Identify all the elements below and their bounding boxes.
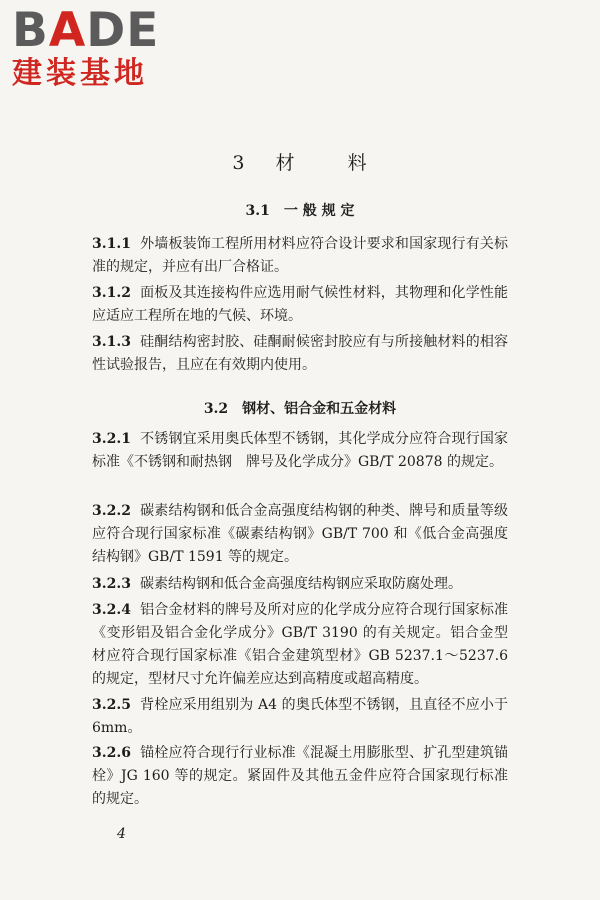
clause-text: 面板及其连接构件应选用耐气候性材料，其物理和化学性能应适应工程所在地的气候、环境。 bbox=[92, 285, 508, 324]
clause-text: 碳素结构钢和低合金高强度结构钢的种类、牌号和质量等级应符合现行国家标准《碳素结构钢》GB/T 700 和《低合金高强度结构钢》GB/T 1591 等的规定。 bbox=[92, 503, 508, 565]
logo bbox=[12, 3, 182, 92]
chapter-title bbox=[0, 148, 600, 175]
clause bbox=[92, 282, 508, 328]
clause bbox=[92, 694, 508, 740]
chapter-number: 3 bbox=[232, 152, 246, 174]
clause-number: 3.2.3 bbox=[92, 576, 131, 592]
section-title: 3.2 钢材、铝合金和五金材料 bbox=[203, 401, 397, 417]
clause bbox=[92, 599, 508, 691]
clause bbox=[92, 331, 508, 377]
clause-text: 不锈钢宜采用奥氏体型不锈钢，其化学成分应符合现行国家标准《不锈钢和耐热钢 牌号及化学成分》GB/T 20878 的规定。 bbox=[92, 431, 508, 470]
clause bbox=[92, 573, 508, 596]
section-title: 3.1 一 般 规 定 bbox=[245, 203, 355, 219]
clause-text: 锚栓应符合现行行业标准《混凝土用膨胀型、扩孔型建筑锚栓》JG 160 等的规定。紧固件及其他五金件应符合国家现行标准的规定。 bbox=[92, 745, 508, 807]
clause-text: 铝合金材料的牌号及所对应的化学成分应符合现行国家标准《变形铝及铝合金化学成分》GB/T 3190 的有关规定。铝合金型材应符合现行国家标准《铝合金建筑型材》GB 5237.1～5237.6 的规定，型材尺寸允许偏差应达到高精度或超高精度。 bbox=[92, 602, 508, 687]
chapter-title-char-2: 料 bbox=[347, 152, 368, 174]
clause-number: 3.1.2 bbox=[92, 285, 131, 301]
clause-text: 外墙板装饰工程所用材料应符合设计要求和国家现行有关标准的规定，并应有出厂合格证。 bbox=[92, 236, 508, 275]
page-number: 4 bbox=[117, 826, 126, 842]
clause-number: 3.2.5 bbox=[92, 697, 131, 713]
clause-number: 3.2.6 bbox=[92, 745, 131, 761]
clause bbox=[92, 500, 508, 569]
logo-wordmark: BADE bbox=[12, 3, 160, 58]
clause-number: 3.2.4 bbox=[92, 602, 131, 618]
clause-number: 3.1.3 bbox=[92, 334, 131, 350]
clause-text: 碳素结构钢和低合金高强度结构钢应采取防腐处理。 bbox=[139, 576, 462, 592]
chapter-title-char-1: 材 bbox=[275, 152, 296, 174]
clause-text: 背栓应采用组别为 A4 的奥氏体型不锈钢，且直径不应小于 6mm。 bbox=[92, 697, 508, 736]
clause-number: 3.1.1 bbox=[92, 236, 131, 252]
clause bbox=[92, 428, 508, 474]
clause bbox=[92, 233, 508, 279]
clause-text: 硅酮结构密封胶、硅酮耐候密封胶应有与所接触材料的相容性试验报告，且应在有效期内使用。 bbox=[92, 334, 508, 373]
logo-chinese-name: 建装基地 bbox=[12, 56, 148, 91]
clause-number: 3.2.2 bbox=[92, 503, 131, 519]
clause bbox=[92, 742, 508, 811]
clause-number: 3.2.1 bbox=[92, 431, 131, 447]
